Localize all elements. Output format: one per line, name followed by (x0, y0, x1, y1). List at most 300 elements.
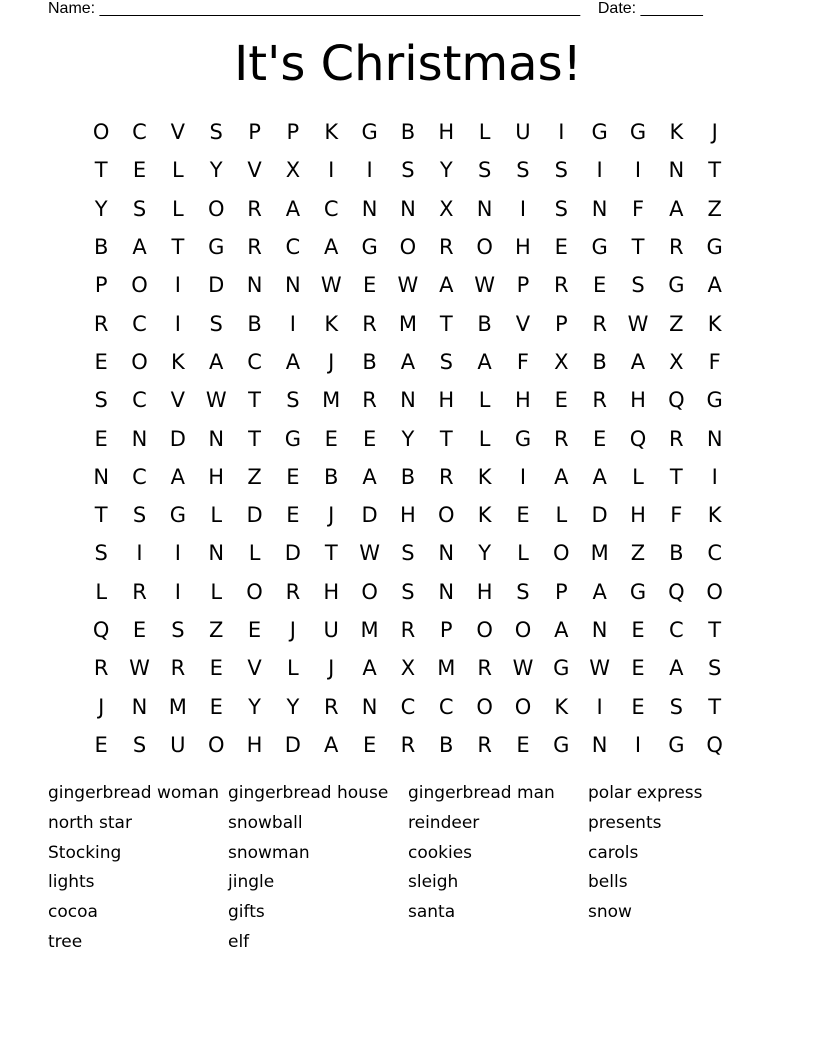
grid-letter: I (136, 541, 143, 566)
grid-letter: Z (707, 196, 722, 221)
grid-letter: A (209, 349, 224, 374)
grid-letter: W (320, 273, 342, 298)
grid-letter: C (285, 235, 301, 260)
grid-letter: G (591, 120, 608, 145)
word-item: polar express (588, 783, 703, 803)
grid-letter: E (209, 694, 223, 719)
grid-letter: H (438, 120, 455, 145)
grid-letter: N (131, 426, 148, 451)
grid-letter: P (516, 273, 530, 298)
grid-letter: D (591, 503, 608, 528)
grid-letter: R (592, 388, 607, 413)
grid-letter: P (248, 120, 261, 145)
grid-letter: N (208, 426, 225, 451)
grid-letter: X (554, 349, 569, 374)
grid-letter: O (706, 579, 723, 604)
grid-letter: B (669, 541, 684, 566)
grid-letter: R (362, 311, 377, 336)
grid-letter: L (95, 579, 108, 604)
grid-letter: A (592, 579, 607, 604)
grid-letter: E (554, 235, 568, 260)
grid-letter: W (359, 541, 380, 566)
grid-letter: X (285, 158, 301, 183)
grid-letter: S (132, 196, 147, 221)
grid-letter: V (247, 158, 262, 183)
grid-letter: S (554, 196, 568, 221)
grid-letter: X (439, 196, 454, 221)
grid-letter: R (362, 388, 377, 413)
grid-letter: U (170, 732, 186, 757)
grid-letter: J (289, 618, 296, 642)
grid-letter: Z (630, 541, 646, 566)
grid-letter: J (328, 503, 335, 528)
grid-letter: E (94, 426, 108, 451)
grid-letter: P (439, 618, 453, 642)
grid-row (82, 228, 734, 266)
grid-row (82, 687, 734, 725)
grid-letter: E (94, 349, 108, 374)
name-label: Name: (48, 0, 96, 17)
grid-letter: S (286, 388, 300, 413)
word-column (228, 779, 408, 958)
grid-letter: Y (439, 158, 453, 183)
grid-letter: O (399, 235, 417, 260)
grid-letter: T (248, 388, 261, 413)
word-item: cookies (408, 842, 473, 863)
grid-letter: G (706, 388, 723, 413)
grid-letter: S (401, 541, 415, 566)
grid-letter: G (553, 656, 570, 681)
grid-letter: N (706, 426, 723, 451)
word-item: carols (588, 842, 639, 863)
grid-letter: A (362, 464, 377, 489)
grid-letter: R (400, 618, 416, 642)
grid-letter: G (169, 503, 186, 528)
grid-letter: N (591, 732, 608, 757)
grid-letter: V (515, 311, 531, 336)
grid-row (82, 611, 734, 649)
grid-letter: E (554, 388, 568, 413)
grid-letter: A (707, 273, 722, 298)
grid-letter: N (591, 618, 608, 642)
grid-letter: E (631, 656, 645, 681)
grid-letter: N (285, 273, 301, 298)
grid-letter: A (477, 349, 492, 374)
grid-letter: K (170, 349, 185, 374)
grid-letter: A (592, 464, 607, 489)
grid-letter: T (94, 158, 108, 183)
grid-letter: S (669, 694, 683, 719)
grid-letter: N (361, 196, 378, 221)
grid-letter: E (516, 732, 530, 757)
grid-letter: M (398, 311, 417, 336)
grid-letter: S (171, 618, 185, 642)
grid-letter: G (514, 426, 532, 451)
grid-letter: T (248, 426, 261, 451)
grid-letter: B (362, 349, 377, 374)
word-column (48, 779, 228, 958)
grid-letter: C (323, 196, 339, 221)
grid-letter: D (208, 273, 225, 298)
grid-letter: B (400, 120, 416, 145)
grid-letter: S (516, 579, 530, 604)
header-line (48, 0, 703, 18)
grid-row (82, 496, 734, 534)
grid-letter: E (132, 158, 147, 183)
grid-letter: J (98, 694, 105, 719)
grid-letter: N (93, 464, 110, 489)
grid-letter: I (634, 732, 642, 757)
grid-letter: G (629, 579, 647, 604)
grid-letter: J (711, 120, 718, 145)
grid-letter: R (669, 426, 684, 451)
grid-letter: B (93, 235, 109, 260)
grid-row (82, 534, 734, 572)
word-item: gingerbread man (408, 783, 555, 803)
grid-letter: G (591, 235, 608, 260)
grid-letter: W (474, 273, 495, 298)
grid-letter: S (209, 120, 223, 145)
grid-letter: E (209, 656, 223, 681)
grid-letter: I (174, 273, 181, 298)
grid-letter: E (362, 732, 377, 757)
date-blank: _______ (640, 0, 703, 17)
grid-row (82, 381, 734, 419)
grid-letter: K (324, 311, 339, 336)
grid-letter: S (132, 732, 147, 757)
grid-letter: I (366, 158, 373, 183)
grid-letter: F (631, 196, 645, 221)
grid-letter: O (131, 273, 148, 298)
word-item: gingerbread woman (48, 783, 220, 803)
grid-letter: O (514, 618, 532, 642)
grid-letter: R (592, 311, 607, 336)
grid-letter: R (554, 426, 569, 451)
grid-letter: N (438, 579, 455, 604)
grid-letter: D (284, 541, 301, 566)
grid-letter: F (516, 349, 529, 374)
grid-letter: P (554, 579, 568, 604)
grid-letter: S (94, 541, 108, 566)
grid-letter: C (247, 349, 262, 374)
grid-letter: R (323, 694, 339, 719)
word-item: snowman (228, 842, 310, 863)
word-item: lights (48, 872, 95, 893)
grid-letter: T (439, 426, 453, 451)
grid-letter: H (246, 732, 263, 757)
grid-letter: V (247, 656, 262, 681)
grid-letter: M (360, 618, 379, 642)
grid-letter: I (519, 196, 527, 221)
grid-letter: A (362, 656, 377, 681)
grid-letter: T (708, 158, 722, 183)
grid-letter: O (207, 732, 225, 757)
grid-letter: S (94, 388, 108, 413)
grid-letter: C (132, 388, 147, 413)
grid-letter: C (400, 694, 416, 719)
grid-letter: P (94, 273, 108, 298)
grid-letter: I (519, 464, 527, 489)
page-title: It's Christmas! (234, 36, 582, 92)
grid-letter: N (400, 388, 416, 413)
grid-letter: A (669, 196, 684, 221)
grid-letter: R (477, 656, 492, 681)
word-column (588, 779, 768, 958)
grid-letter: M (590, 541, 609, 566)
grid-letter: L (632, 464, 644, 489)
grid-letter: N (400, 196, 416, 221)
grid-letter: L (287, 656, 299, 681)
grid-letter: I (289, 311, 296, 336)
grid-letter: X (669, 349, 684, 374)
grid-letter: Y (248, 694, 261, 719)
grid-letter: Y (286, 694, 300, 719)
grid-letter: G (361, 235, 378, 260)
grid-letter: K (477, 503, 492, 528)
grid-letter: L (478, 426, 491, 451)
grid-letter: K (707, 311, 722, 336)
grid-letter: A (285, 196, 301, 221)
grid-letter: R (93, 311, 109, 336)
grid-letter: N (208, 541, 225, 566)
grid-letter: Q (668, 579, 685, 604)
grid-letter: S (132, 503, 147, 528)
grid-letter: D (246, 503, 263, 528)
grid-letter: I (711, 464, 718, 489)
grid-letter: A (554, 618, 569, 642)
grid-letter: Y (209, 158, 223, 183)
grid-letter: A (132, 235, 147, 260)
grid-letter: R (285, 579, 301, 604)
grid-letter: N (246, 273, 263, 298)
grid-letter: N (591, 196, 608, 221)
grid-letter: T (708, 694, 722, 719)
grid-letter: H (438, 388, 455, 413)
grid-letter: E (247, 618, 262, 642)
grid-letter: A (324, 732, 339, 757)
grid-letter: L (555, 503, 568, 528)
word-item: elf (228, 931, 250, 952)
grid-letter: R (247, 235, 262, 260)
grid-letter: D (361, 503, 378, 528)
grid-letter: N (131, 694, 148, 719)
grid-letter: S (401, 158, 415, 183)
word-item: gingerbread house (228, 783, 389, 803)
grid-letter: W (129, 656, 150, 681)
grid-letter: T (669, 464, 683, 489)
grid-letter: H (208, 464, 225, 489)
grid-letter: Y (401, 426, 415, 451)
grid-letter: X (400, 656, 416, 681)
grid-letter: U (323, 618, 339, 642)
grid-row (82, 649, 734, 687)
grid-letter: I (558, 120, 565, 145)
grid-letter: K (477, 464, 492, 489)
grid-letter: H (323, 579, 340, 604)
grid-letter: A (439, 273, 454, 298)
grid-letter: L (517, 541, 529, 566)
grid-letter: R (400, 732, 416, 757)
grid-letter: R (438, 464, 454, 489)
grid-letter: T (708, 618, 722, 642)
word-item: presents (588, 812, 662, 833)
grid-row (82, 190, 734, 228)
grid-letter: R (477, 732, 492, 757)
word-item: bells (588, 872, 628, 893)
grid-letter: O (207, 196, 225, 221)
grid-letter: A (669, 656, 684, 681)
grid-letter: I (174, 579, 181, 604)
grid-letter: O (476, 694, 493, 719)
grid-letter: O (514, 694, 532, 719)
grid-letter: G (706, 235, 723, 260)
grid-letter: S (708, 656, 722, 681)
grid-letter: R (170, 656, 186, 681)
grid-letter: P (286, 120, 300, 145)
grid-letter: P (554, 311, 568, 336)
grid-letter: G (629, 120, 647, 145)
grid-letter: E (593, 426, 607, 451)
grid-letter: F (670, 503, 683, 528)
grid-letter: N (668, 158, 685, 183)
grid-letter: N (438, 541, 455, 566)
grid-letter: S (439, 349, 453, 374)
grid-letter: E (286, 503, 300, 528)
grid-letter: C (438, 694, 454, 719)
grid-letter: H (400, 503, 416, 528)
word-item: sleigh (408, 872, 459, 893)
grid-letter: A (400, 349, 416, 374)
word-column (408, 779, 588, 958)
grid-letter: M (322, 388, 341, 413)
grid-row (82, 343, 734, 381)
word-item: snowball (228, 812, 303, 833)
grid-letter: R (132, 579, 147, 604)
grid-letter: O (476, 235, 493, 260)
grid-letter: M (437, 656, 456, 681)
grid-letter: S (209, 311, 223, 336)
grid-letter: V (170, 388, 186, 413)
grid-letter: E (631, 694, 645, 719)
grid-letter: M (168, 694, 187, 719)
grid-letter: W (397, 273, 419, 298)
grid-letter: A (554, 464, 569, 489)
grid-letter: G (361, 120, 378, 145)
grid-letter: G (553, 732, 570, 757)
grid-letter: L (478, 120, 491, 145)
grid-letter: K (554, 694, 569, 719)
grid-letter: Z (209, 618, 224, 642)
grid-letter: I (634, 158, 642, 183)
grid-letter: Z (669, 311, 684, 336)
grid-letter: U (515, 120, 531, 145)
grid-letter: O (438, 503, 455, 528)
grid-letter: R (93, 656, 109, 681)
date-label: Date: (597, 0, 637, 17)
grid-letter: E (94, 732, 108, 757)
grid-letter: L (172, 158, 184, 183)
grid-letter: L (248, 541, 261, 566)
grid-letter: L (478, 388, 491, 413)
grid-letter: O (361, 579, 378, 604)
grid-letter: I (596, 158, 603, 183)
grid-letter: N (361, 694, 378, 719)
grid-letter: B (400, 464, 416, 489)
grid-letter: E (132, 618, 147, 642)
word-item: reindeer (408, 812, 480, 833)
grid-letter: O (476, 618, 493, 642)
grid-letter: I (328, 158, 335, 183)
grid-letter: A (170, 464, 186, 489)
grid-letter: I (174, 311, 181, 336)
grid-letter: C (132, 464, 147, 489)
grid-letter: J (328, 349, 335, 374)
grid-row (82, 458, 734, 496)
grid-letter: H (515, 235, 531, 260)
grid-letter: G (284, 426, 302, 451)
grid-letter: E (324, 426, 338, 451)
grid-letter: S (554, 158, 568, 183)
grid-letter: S (516, 158, 530, 183)
grid-letter: W (589, 656, 611, 681)
grid-letter: E (362, 426, 377, 451)
grid-letter: C (132, 311, 147, 336)
grid-letter: T (631, 235, 645, 260)
word-item: north star (48, 812, 132, 833)
grid-letter: L (210, 579, 223, 604)
grid-row (82, 419, 734, 457)
grid-letter: V (170, 120, 186, 145)
grid-letter: C (668, 618, 684, 642)
word-item: cocoa (48, 902, 98, 923)
word-item: snow (588, 902, 632, 923)
grid-letter: B (439, 732, 454, 757)
grid-letter: H (630, 388, 646, 413)
grid-row (82, 573, 734, 611)
grid-letter: I (174, 541, 181, 566)
grid-letter: Q (629, 426, 647, 451)
grid-letter: O (92, 120, 110, 145)
grid-letter: K (669, 120, 684, 145)
grid-letter: H (476, 579, 493, 604)
grid-letter: Z (247, 464, 262, 489)
grid-letter: G (668, 732, 685, 757)
grid-letter: B (247, 311, 262, 336)
grid-letter: G (208, 235, 225, 260)
grid-letter: C (132, 120, 147, 145)
word-item: gifts (228, 902, 265, 923)
grid-row (82, 266, 734, 304)
letter-grid (82, 113, 734, 764)
grid-letter: S (477, 158, 492, 183)
grid-letter: Q (668, 388, 685, 413)
grid-letter: W (205, 388, 227, 413)
grid-letter: K (707, 503, 722, 528)
grid-letter: R (247, 196, 262, 221)
grid-letter: G (668, 273, 685, 298)
word-list (48, 779, 768, 958)
grid-letter: A (630, 349, 646, 374)
grid-letter: H (515, 388, 531, 413)
grid-letter: T (171, 235, 185, 260)
grid-letter: J (328, 656, 335, 681)
word-item: jingle (228, 872, 275, 893)
grid-letter: O (131, 349, 148, 374)
grid-letter: O (553, 541, 570, 566)
grid-letter: B (477, 311, 492, 336)
grid-letter: E (286, 464, 300, 489)
grid-letter: K (324, 120, 339, 145)
